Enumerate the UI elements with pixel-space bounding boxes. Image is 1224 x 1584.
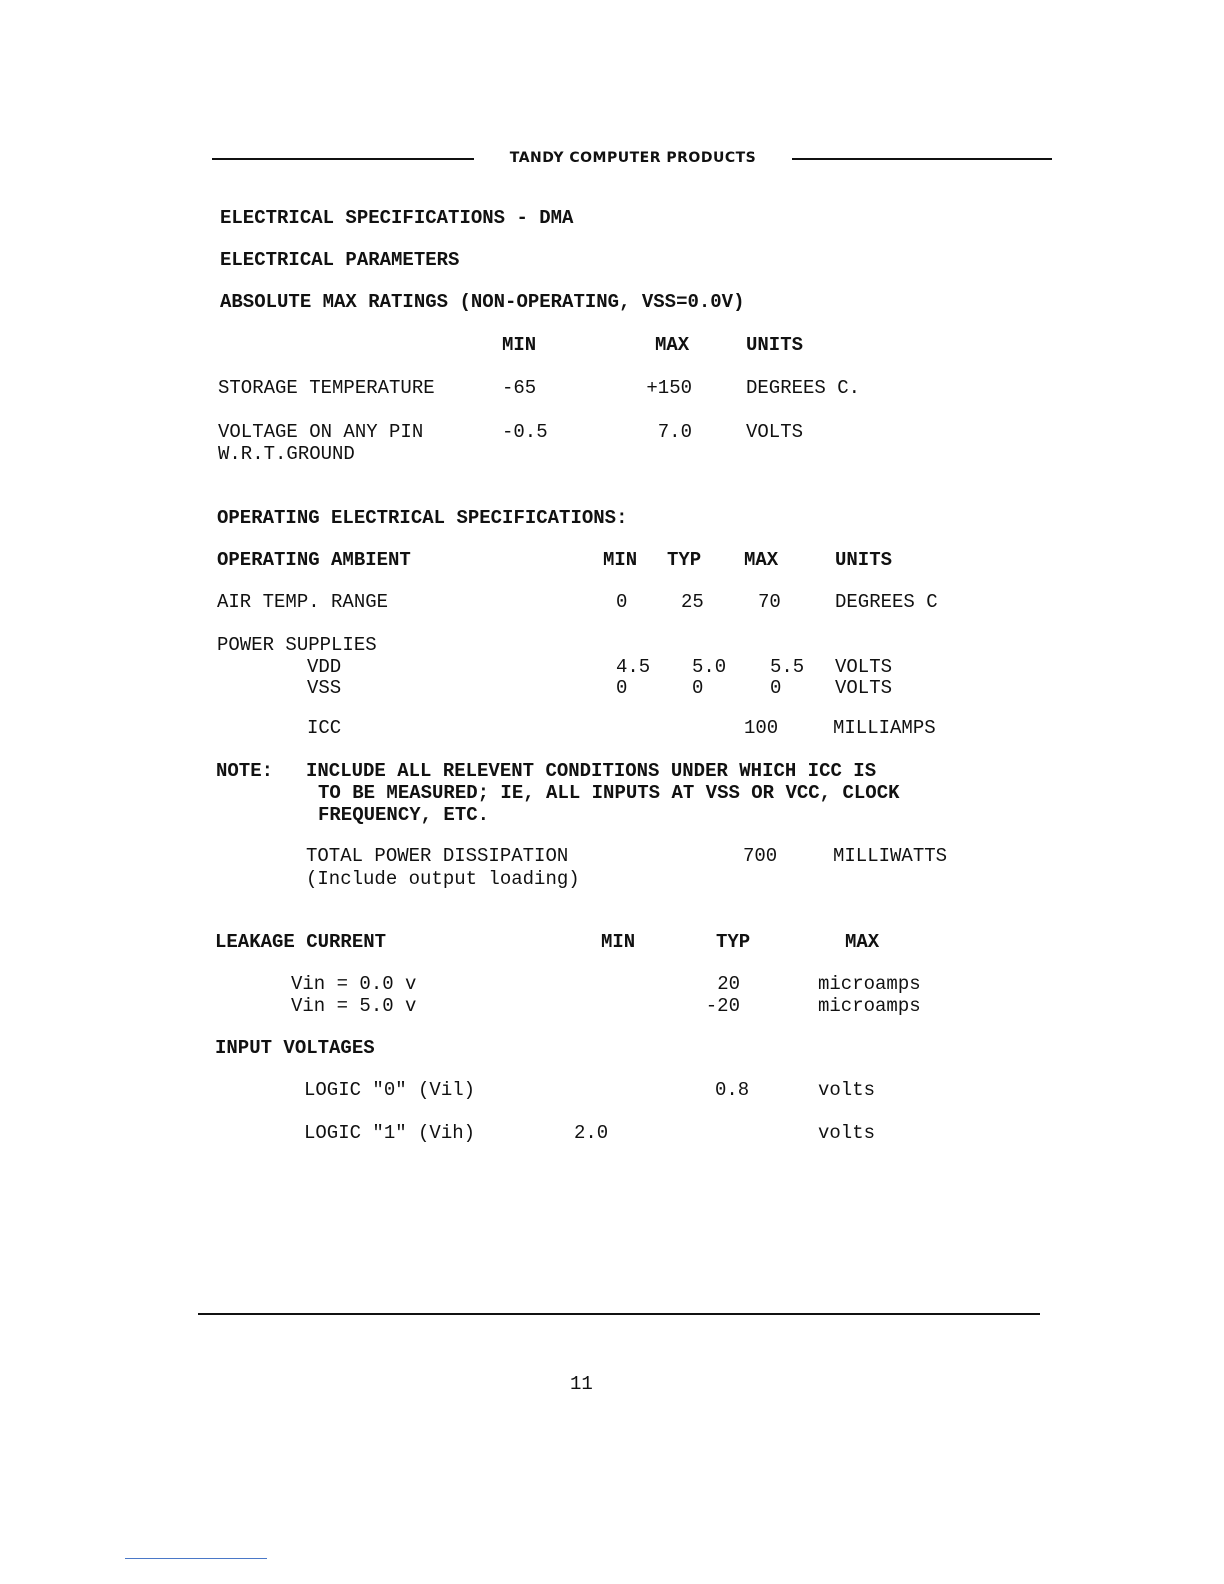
input-row-min: 2.0 xyxy=(574,1122,609,1144)
footer-rule xyxy=(198,1313,1040,1315)
note-label: NOTE: xyxy=(216,760,274,782)
operating-heading: OPERATING ELECTRICAL SPECIFICATIONS: xyxy=(217,507,628,529)
input-voltages-title: INPUT VOLTAGES xyxy=(215,1037,375,1059)
input-row-label: LOGIC "1" (Vih) xyxy=(304,1122,476,1144)
abs-row-max: 7.0 xyxy=(657,421,692,443)
abs-row-max: +150 xyxy=(646,377,692,399)
note-line: FREQUENCY, ETC. xyxy=(318,804,490,826)
leakage-col-max: MAX xyxy=(845,931,880,953)
power-dissipation-max: 700 xyxy=(743,845,778,867)
header-rule-right xyxy=(792,158,1052,160)
header-rule-left xyxy=(212,158,474,160)
leakage-row-label: Vin = 5.0 v xyxy=(291,995,417,1017)
vdd-units: VOLTS xyxy=(835,656,893,678)
abs-row-label: VOLTAGE ON ANY PIN xyxy=(218,421,424,443)
input-row-label: LOGIC "0" (Vil) xyxy=(304,1079,476,1101)
op-col-max: MAX xyxy=(744,549,779,571)
leakage-row-typ: -20 xyxy=(705,995,740,1017)
abs-col-units: UNITS xyxy=(746,334,804,356)
air-temp-min: 0 xyxy=(616,591,628,613)
icc-units: MILLIAMPS xyxy=(833,717,936,739)
vss-label: VSS xyxy=(307,677,342,699)
abs-col-min: MIN xyxy=(502,334,537,356)
leakage-col-typ: TYP xyxy=(716,931,751,953)
icc-max: 100 xyxy=(744,717,779,739)
power-dissipation-sublabel: (Include output loading) xyxy=(306,868,580,890)
footnote-link-rule xyxy=(125,1558,267,1559)
power-dissipation-units: MILLIWATTS xyxy=(833,845,948,867)
leakage-row-label: Vin = 0.0 v xyxy=(291,973,417,995)
leakage-row-units: microamps xyxy=(818,973,921,995)
op-col-units: UNITS xyxy=(835,549,893,571)
abs-row-units: VOLTS xyxy=(746,421,804,443)
vss-typ: 0 xyxy=(692,677,704,699)
op-col-min: MIN xyxy=(603,549,638,571)
air-temp-units: DEGREES C xyxy=(835,591,938,613)
vdd-min: 4.5 xyxy=(616,656,651,678)
abs-row-min: -0.5 xyxy=(502,421,548,443)
vdd-label: VDD xyxy=(307,656,342,678)
abs-row-units: DEGREES C. xyxy=(746,377,861,399)
leakage-col-min: MIN xyxy=(601,931,636,953)
icc-label: ICC xyxy=(307,717,342,739)
op-col-typ: TYP xyxy=(667,549,702,571)
leakage-row-units: microamps xyxy=(818,995,921,1017)
note-line: INCLUDE ALL RELEVENT CONDITIONS UNDER WHICH ICC IS xyxy=(306,760,877,782)
op-table-title: OPERATING AMBIENT xyxy=(217,549,411,571)
leakage-row-typ: 20 xyxy=(717,973,740,995)
main-heading: ELECTRICAL SPECIFICATIONS - DMA xyxy=(220,207,574,229)
input-row-units: volts xyxy=(818,1079,876,1101)
page-number: 11 xyxy=(570,1373,593,1395)
vss-units: VOLTS xyxy=(835,677,893,699)
abs-row-label-cont: W.R.T.GROUND xyxy=(218,443,355,465)
input-row-typ: 0.8 xyxy=(715,1079,750,1101)
note-line: TO BE MEASURED; IE, ALL INPUTS AT VSS OR VCC, CLOCK xyxy=(318,782,900,804)
vdd-typ: 5.0 xyxy=(692,656,727,678)
air-temp-label: AIR TEMP. RANGE xyxy=(217,591,389,613)
air-temp-typ: 25 xyxy=(681,591,704,613)
air-temp-max: 70 xyxy=(758,591,781,613)
vss-min: 0 xyxy=(616,677,628,699)
power-dissipation-label: TOTAL POWER DISSIPATION xyxy=(306,845,569,867)
abs-row-label: STORAGE TEMPERATURE xyxy=(218,377,435,399)
vdd-max: 5.5 xyxy=(770,656,805,678)
abs-max-heading: ABSOLUTE MAX RATINGS (NON-OPERATING, VSS=0.0V) xyxy=(220,291,745,313)
leakage-title: LEAKAGE CURRENT xyxy=(215,931,387,953)
params-heading: ELECTRICAL PARAMETERS xyxy=(220,249,460,271)
abs-col-max: MAX xyxy=(655,334,690,356)
header-title: TANDY COMPUTER PRODUCTS xyxy=(509,150,757,166)
power-supplies-label: POWER SUPPLIES xyxy=(217,634,377,656)
vss-max: 0 xyxy=(770,677,782,699)
abs-row-min: -65 xyxy=(502,377,537,399)
input-row-units: volts xyxy=(818,1122,876,1144)
